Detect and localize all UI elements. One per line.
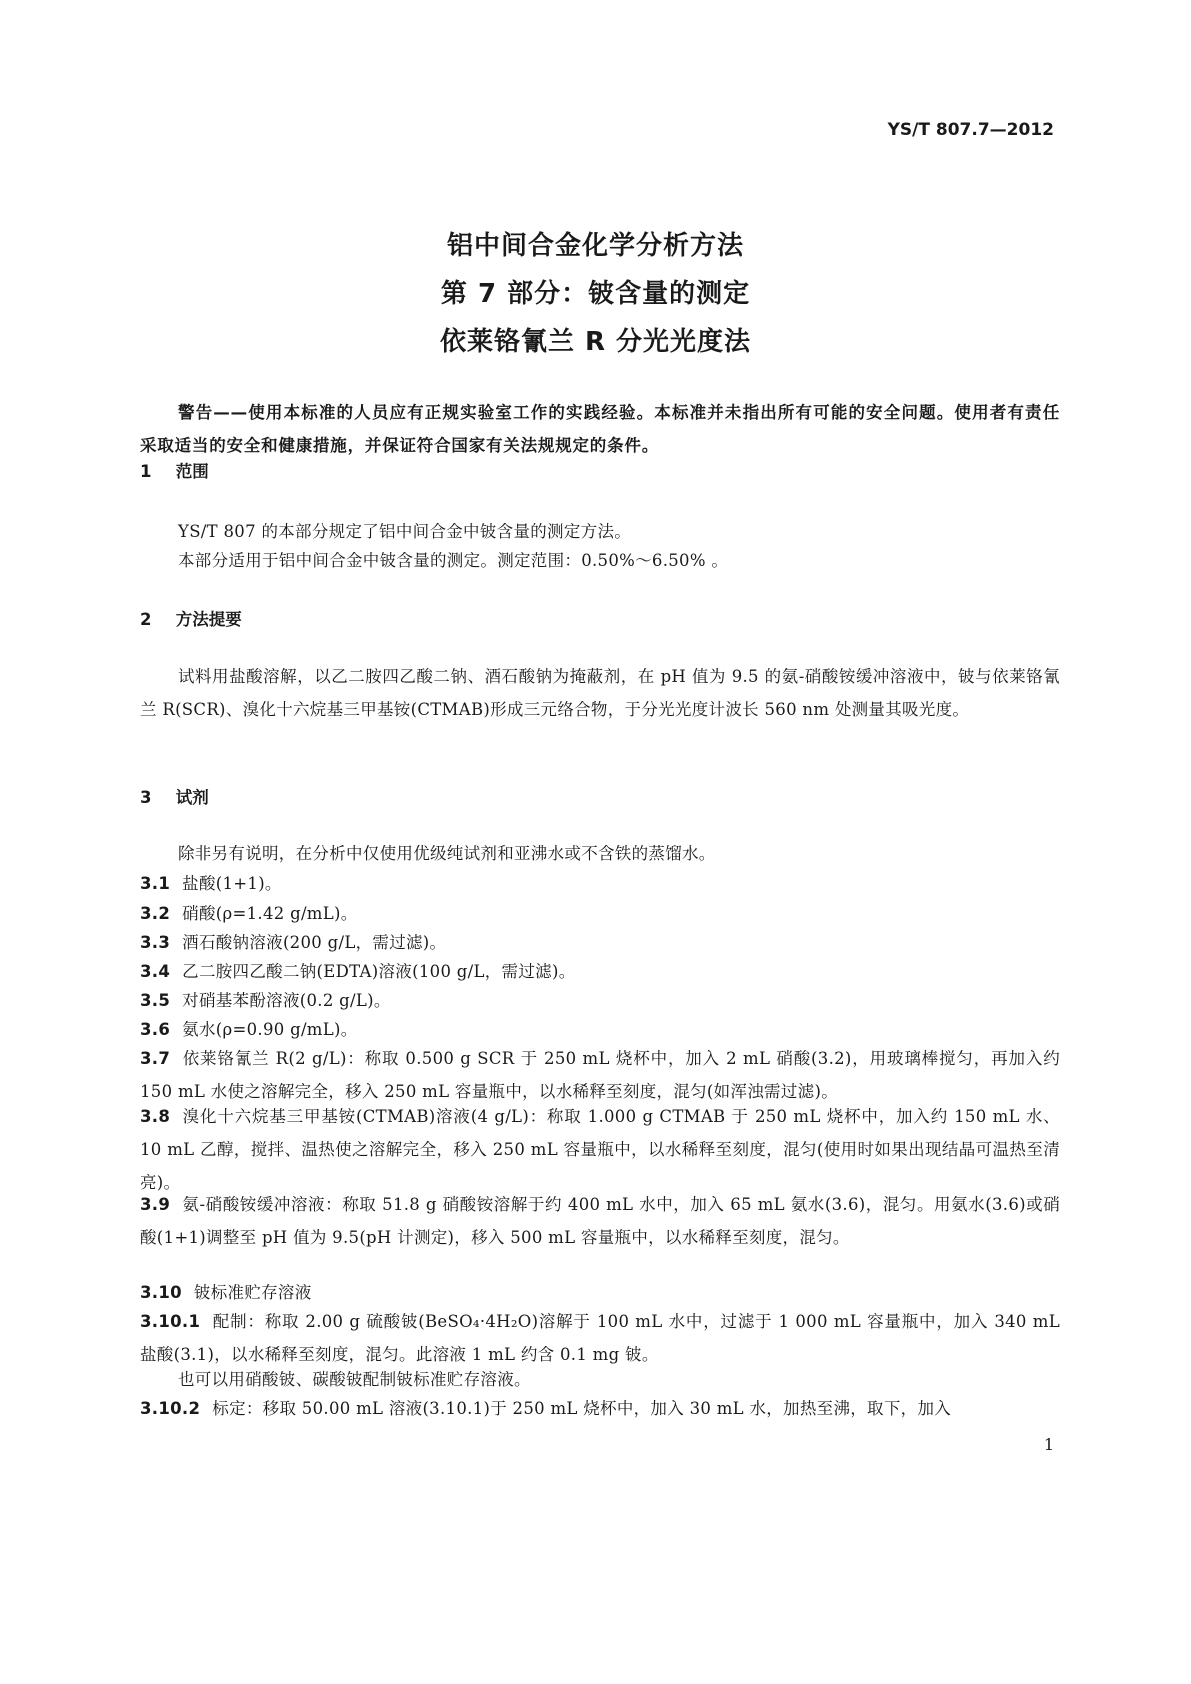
item-text: 乙二胺四乙酸二钠(EDTA)溶液(100 g/L，需过滤)。 [182, 962, 576, 981]
item-text: 铍标准贮存溶液 [193, 1283, 312, 1302]
standard-number: YS/T 807.7—2012 [887, 120, 1054, 140]
item-text: 氨水(ρ=0.90 g/mL)。 [182, 1020, 358, 1039]
document-title [0, 222, 1191, 366]
item-number: 3.10 [140, 1283, 182, 1302]
item-number: 3.9 [140, 1195, 171, 1214]
item-text: 也可以用硝酸铍、碳酸铍配制铍标准贮存溶液。 [178, 1370, 531, 1389]
item-text: 硝酸(ρ=1.42 g/mL)。 [182, 904, 358, 923]
reagent-item [140, 1188, 1060, 1254]
section-heading-reagents [140, 784, 209, 808]
section-number: 1 [140, 462, 152, 481]
paragraph: 试料用盐酸溶解，以乙二胺四乙酸二钠、酒石酸钠为掩蔽剂，在 pH 值为 9.5 的氨-硝酸铵缓冲溶液中，铍与依莱铬氰兰 R(SCR)、溴化十六烷基三甲基铵(CTMAB)形成三元络合物，于分光光度计波长 560 nm 处测量其吸光度。 [140, 667, 1060, 719]
reagent-item [140, 1042, 1060, 1108]
reagent-item [140, 1305, 1060, 1371]
reagent-item [140, 867, 1060, 900]
item-text: 依莱铬氰兰 R(2 g/L)：称取 0.500 g SCR 于 250 mL 烧杯中，加入 2 mL 硝酸(3.2)，用玻璃棒搅匀，再加入约 150 mL 水使之溶解完全，移入 250 mL 容量瓶中，以水稀释至刻度，混匀(如浑浊需过滤)。 [140, 1049, 1060, 1101]
item-number: 3.4 [140, 962, 171, 981]
paragraph: 本部分适用于铝中间合金中铍含量的测定。测定范围：0.50%～6.50% 。 [178, 551, 729, 570]
item-number: 3.3 [140, 933, 171, 952]
item-number: 3.6 [140, 1020, 171, 1039]
title-line-2: 第 7 部分：铍含量的测定 [440, 279, 751, 309]
section-heading-scope [140, 458, 209, 482]
item-number: 3.2 [140, 904, 171, 923]
section-number: 2 [140, 610, 152, 629]
section-number: 3 [140, 788, 152, 807]
item-text: 盐酸(1+1)。 [182, 874, 282, 893]
item-number: 3.8 [140, 1107, 171, 1126]
item-text: 标定：移取 50.00 mL 溶液(3.10.1)于 250 mL 烧杯中，加入 30 mL 水，加热至沸，取下，加入 [212, 1399, 952, 1418]
paragraph: 除非另有说明，在分析中仅使用优级纯试剂和亚沸水或不含铁的蒸馏水。 [178, 844, 716, 863]
item-number: 3.10.1 [140, 1312, 201, 1331]
item-text: 溴化十六烷基三甲基铵(CTMAB)溶液(4 g/L)：称取 1.000 g CTMAB 于 250 mL 烧杯中，加入约 150 mL 水、10 mL 乙醇，搅拌、温热使之溶解完全，移入 250 mL 容量瓶中，以水稀释至刻度，混匀(使用时如果出现结晶可温热至清亮)。 [140, 1107, 1060, 1192]
item-number: 3.1 [140, 874, 171, 893]
item-text: 氨-硝酸铵缓冲溶液：称取 51.8 g 硝酸铵溶解于约 400 mL 水中，加入 65 mL 氨水(3.6)，混匀。用氨水(3.6)或硝酸(1+1)调整至 pH 值为 9.5(pH 计测定)，移入 500 mL 容量瓶中，以水稀释至刻度，混匀。 [140, 1195, 1060, 1247]
reagent-item [140, 1392, 1060, 1425]
title-line-1: 铝中间合金化学分析方法 [446, 231, 744, 261]
paragraph: YS/T 807 的本部分规定了铝中间合金中铍含量的测定方法。 [178, 522, 632, 541]
section-heading-method-summary [140, 606, 242, 630]
reagent-item [140, 1100, 1060, 1199]
title-line-3: 依莱铬氰兰 R 分光光度法 [439, 327, 752, 357]
section-title: 方法提要 [175, 610, 242, 629]
section-title: 范围 [175, 462, 209, 481]
item-text: 对硝基苯酚溶液(0.2 g/L)。 [182, 991, 391, 1010]
item-number: 3.7 [140, 1049, 171, 1068]
item-text: 酒石酸钠溶液(200 g/L，需过滤)。 [182, 933, 447, 952]
item-number: 3.10.2 [140, 1399, 201, 1418]
safety-warning: 警告——使用本标准的人员应有正规实验室工作的实践经验。本标准并未指出所有可能的安全问题。使用者有责任采取适当的安全和健康措施，并保证符合国家有关法规规定的条件。 [140, 403, 1060, 455]
item-text: 配制：称取 2.00 g 硫酸铍(BeSO₄·4H₂O)溶解于 100 mL 水中，过滤于 1 000 mL 容量瓶中，加入 340 mL 盐酸(3.1)，以水稀释至刻度，混匀。此溶液 1 mL 约含 0.1 mg 铍。 [140, 1312, 1060, 1364]
section-title: 试剂 [175, 788, 209, 807]
page-number: 1 [1043, 1435, 1054, 1454]
item-number: 3.5 [140, 991, 171, 1010]
